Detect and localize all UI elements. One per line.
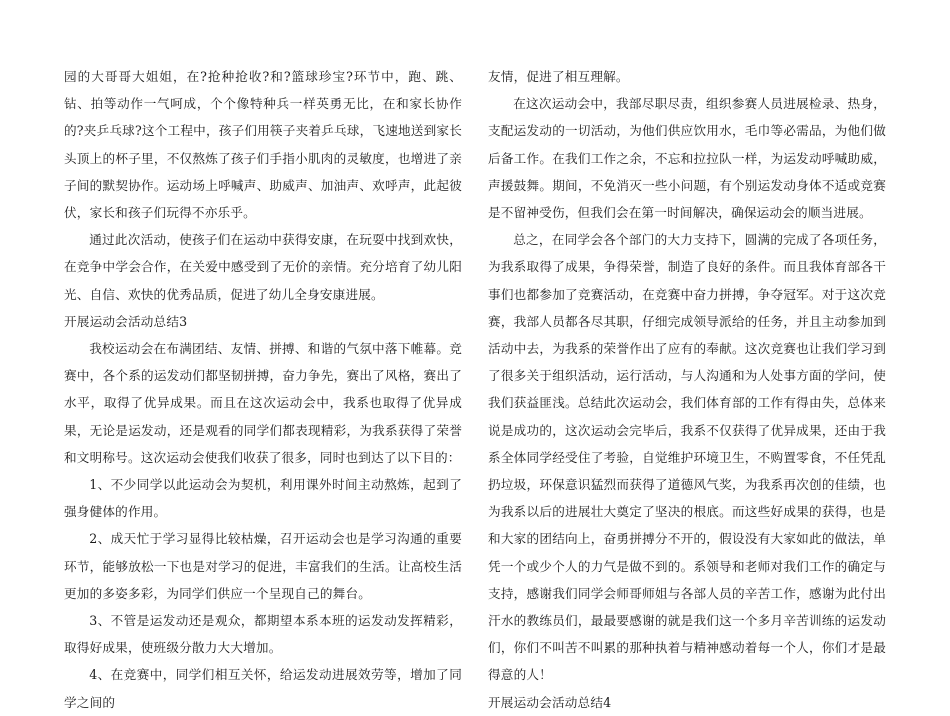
- list-item: 3、不管是运发动还是观众，都期望本系本班的运发动发挥精彩，取得好成果，使班级分散力大大增加。: [64, 613, 462, 656]
- paragraph: 总之，在同学会各个部门的大力支持下，圆满的完成了各项任务，为我系取得了成果，争得荣誉，制造了良好的条件。而且我体育部各干事们也都参加了竞赛活动，在竞赛中奋力拼搏，争夺冠军。对于这次竞赛，我部人员都各尽其职，仔细完成领导派给的任务，并且主动参加到活动中去，为我系的荣誉作出了应有的奉献。这次竞赛也让我们学习到了很多关于组织活动，运行活动，与人沟通和为人处事方面的学问，使我们获益匪浅。总结此次运动会，我们体育部的工作有得由失，总体来说是成功的，这次运动会完毕后，我系不仅获得了优异成果，还由于我系全体同学经受住了考验，自觉维护环境卫生，不购置零食，不任凭乱扔垃圾，环保意识猛烈而获得了道德风气奖，为我系再次创的佳绩，也为我系以后的进展壮大奠定了坚决的根底。而这些好成果的获得，也是和大家的团结向上，奋勇拼搏分不开的，假设没有大家如此的做法，单凭一个或少个人的力气是做不到的。系领导和老师对我们工作的确定与支持，感谢我们同学会师哥师姐与各部人员的辛苦工作，感谢为此付出汗水的教练员们，最最要感谢的就是我们这一个多月辛苦训练的运发动们，你们不叫苦不叫累的那种执着与精神感动着每一个人，你们才是最得意的人！: [488, 232, 886, 683]
- paragraph: 我校运动会在布满团结、友情、拼搏、和谐的气氛中落下帷幕。竞赛中，各个系的运发动们都坚韧拼搏，奋力争先，赛出了风格，赛出了水平，取得了优异成果。而且在这次运动会中，我系也取得了优异成果，无论是运发动，还是观看的同学们都表现精彩，为我系获得了荣誉和文明称号。这次运动会使我们收获了很多，同时也到达了以下目的：: [64, 341, 462, 465]
- right-column: [488, 63, 886, 716]
- list-item: 2、成天忙于学习显得比较枯燥，召开运动会也是学习沟通的重要环节，能够放松一下也是对学习的促进，丰富我们的生活。让高校生活更加的多姿多彩，为同学们供应一个呈现自己的舞台。: [64, 531, 462, 601]
- list-item: 4、在竞赛中，同学们相互关怀，给运发动进展效劳等，增加了同学之间的: [64, 667, 462, 710]
- section-title: 开展运动会活动总结3: [64, 313, 188, 329]
- section-title: 开展运动会活动总结4: [488, 694, 612, 710]
- list-item: 1、不少同学以此运动会为契机，利用课外时间主动熬炼，起到了强身健体的作用。: [64, 477, 462, 520]
- paragraph: 园的大哥哥大姐姐，在?抢种抢收?和?篮球珍宝?环节中，跑、跳、钻、拍等动作一气呵成，个个像特种兵一样英勇无比，在和家长协作的?夹乒乓球?这个工程中，孩子们用筷子夹着乒乓球，飞速地送到家长头顶上的杯子里，不仅熬炼了孩子们手指小肌肉的灵敏度，也增进了亲子间的默契协作。运动场上呼喊声、助威声、加油声、欢呼声，此起彼伏，家长和孩子们玩得不亦乐乎。: [64, 69, 462, 221]
- paragraph: 通过此次活动，使孩子们在运动中获得安康，在玩耍中找到欢快，在竞争中学会合作，在关爱中感受到了无价的亲情。充分培育了幼儿阳光、自信、欢快的优秀品质，促进了幼儿全身安康进展。: [64, 232, 462, 302]
- paragraph: 友情，促进了相互理解。: [488, 69, 629, 84]
- left-column: [64, 63, 462, 716]
- paragraph: 在这次运动会中，我部尽职尽责，组织参赛人员进展检录、热身，支配运发动的一切活动，为他们供应饮用水，毛巾等必需品，为他们做后备工作。在我们工作之余，不忘和拉拉队一样，为运发动呼喊助威，声援鼓舞。期间，不免消灭一些小问题，有个别运发动身体不适或竞赛是不留神受伤，但我们会在第一时间解决，确保运动会的顺当进展。: [488, 96, 886, 221]
